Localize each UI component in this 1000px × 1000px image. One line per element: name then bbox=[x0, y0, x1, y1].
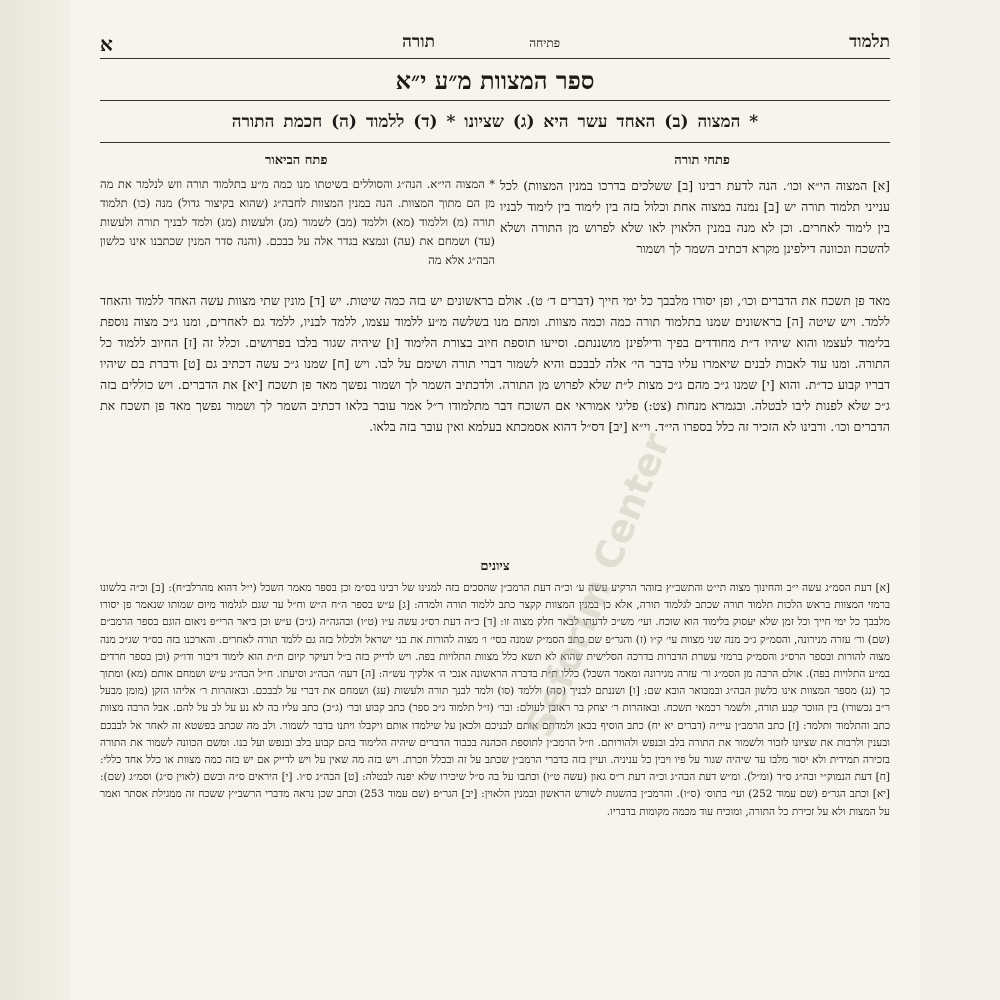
right-column-title: פתחי תורה bbox=[674, 153, 730, 168]
main-body-paragraph: מאד פן תשכח את הדברים וכו׳, ופן יסורו מלבבך כל ימי חייך (דברים ד׳ ט). אולם בראשונים יש בזה כמה שיטות. יש [ד] מונין שתי מצוות עשה האחד ללמוד והאחד ללמד. ויש שיטה [ה] בראשונים שמנו בתלמוד תורה כמה וכמה מצוות. ומהם מנו בשלשה מ״ע ללמוד עצמו, ללמד לבניו, ללמד גם לאחרים, ומנו ג״כ מצוה נוספת בלימוד לעצמו והוא שיהיו ד״ת מחודדים בפיך ודילפינן מושננתם. וסייעו תוספת חיוב בצורת הלימוד [ו] שיהיה שגור בלבו בפרושים. וכלל זה [ז] החיוב ללמוד כל התורה. ומנו עוד לאבות לבנים שיאמרו עליו בדבר הי׳ אלה לבבכם והיא לשמור דברי תורה ושימם על לבו. ויש [ח] שמנו ג״כ עשה דכתיב גם [ט] ודברת בם שיהיו דבריו קבוע כד״ת. והוא [י] שמנו ג״כ מהם ג״כ מצות ל״ת שלא לפרוש מן התורה. ולדכתיב השמר לך ושמור נפשך מאד פן תשכח [יא] את הדברים. ויש כוללים בזה ג״כ שלא לפנות ליבו לבטלה. ובגמרא מנחות (צט:) פליגי אמוראי אם השוכח דבר מתלמודו ר״ל אמר עובר בלאו דכתיב השמר לך ושמור נפשך מאד פן תשכח את הדברים וכו׳. ורבינו לא הזכיר זה כלל בספרו הי״ד. וי״א [יב] דס״ל דהוא אסמכתא בעלמא ואין עובר בזה בלאו. bbox=[100, 293, 890, 434]
header-tractate: תלמוד bbox=[849, 32, 890, 52]
left-column-paragraph: * המצוה הי״א. הנה״ג והסוללים בשיטתו מנו כמה מ״ע בתלמוד תורה וזש לנלמר את מה מן הם מתוך המצוות. הנה במנין המצוות לחבה״ג (שהוא בקיצור גדול) מנה (כו) תלמוד תורה (מ) וללמוד (מא) וללמד (מב) לשמור (מג) ולעשות (מג) ולמד לבניך תורה ולעשות (עד) ושמחם את (עה) ונמצא בגדר אלה על כבכם. (והנה סדר המנין שכתבנו אינו כלשון הבה״ג אלא מה bbox=[100, 177, 495, 267]
right-column-text bbox=[500, 175, 890, 259]
book-page bbox=[70, 0, 920, 1000]
watermark-text: Seforim Center bbox=[516, 426, 679, 744]
book-gutter bbox=[0, 0, 70, 1000]
header-rule bbox=[100, 58, 890, 59]
header-page-letter: א bbox=[100, 32, 113, 56]
left-column-title: פתח הביאור bbox=[265, 153, 328, 168]
notes-paragraph: [א] דעת הסמ״ג עשה י״ב והחינוך מצוה תי״ט והתשב״ץ בזוהר הרקיע עשה ע׳ וכ״ה דעת הרמב״ן שהסכים בזה למנינו של רבינו בס״מ וכן בספר מאמר השכל (י״ל דהוא מהרלב״ח): [ב] וכ״ה בלשונו ברמזי המצוות בראש הלכות תלמוד תורה שכתב לגלמוד תורה, אלא כן במנין המצוות קקצר כתב ללמוד תורה ולמדה: [ג] ע״ש בספר ה״ח ה״ש וח״ל עד שגם לגלמוד מיום שמותו שנאמר פן יסורו מלבבך כל ימי חייך וכל זמן שלא יעסוק בלימוד הוא שוכח. ועי׳ מש״כ לדעתו לבאר חלק מצוה זו: [ד] כ״ה דעת רס״ג עשה ע״ו (ט״ו) ובהגה״ה (ג״כ) ע״ש וכן ביאר הרי״פ ניאום הוגם בספר הרמב״ם (שם) ור׳ עזרה מנירונה, והסמ״ק ג״כ מנה שני מצוות עי׳ ק״ו (ז) והגר״פ שם כתב הסמ״ק שמנה בסי׳ ו׳ מצוה להורות את בני ישראל ולכלול בזה גם ללמד תורה לאחרים. והארכנו בזה בס״ד שג״כ מנה מצוה להורות ובספר הרס״ג והסמ״ק ברמזי עשרת הדברות בדרכה הסלישית שהוא לא תשא כלל מצוות התלויות בפה. ויש לדייק בזה ב״ל דעיקר קיום ת״ת הוא לימוד דיבור ודו״ק (וכן בספר חרדים במ״ע התלויות בפה). אולם הרבה מן הסמ״ג ור׳ עזרה מגירונה ומאמר השכל) כללו ת״ת בדברה הראשונה אנכי ה׳ אלקיך עש״ה: [ה] דעה׳ הבה״ג וסיעתו. ח״ל הבה״ג ע״ש ושמחם אותם (מא) ומתוך כך (נג) מספר המצוות אינו כלשון הבה״ג ובמבואר הובא שם: [ו] ושננתם לבניך (סה) וללמד (סו) ולמד לבנך תורה ולעשות (עג) ושמחם את דברי על לבבכם. ובאזהרות ר׳ אליהו הזקן (מומן מבעל ר״ב גכשורו) בין הזוכר קבע תורה, ולשמר רכמאי תשכח. ובאזהרות ר׳ יצחק בר ראובן לעולם: ובר׳ (ז״ל תלמוד ג״כ ספר) כתב קבוע ובר׳ (ג״כ) כתב עליו בה לא נע על לב על להם. אבל הרבה מצוות כתב והתלמוד ותלמד: [ז] כתב הרמב״ן עיי״ה (דברים יא יח) כתב הוסיף בכאן ולמדתם אותם לבניכם ולכאן על שילמדו אותם ויקבלו ויתנו בדבר לשמור. ולב מה שכתב בפשטא זה לאחר אל לבבכם ובענין ולרבות את שציונו לזכור ולשמור את התורה בלב ובנפש ולהורותם. וז״ל הרמב״ן לתוספת הכהנה בכבוד הדברים שיהיה הלימוד בהם קבוע בלב ובנפש ועל בנו. ומשם הכוונה לשמור את התורה בזכירה תמידית ולא יסור מלבו עד שיהיה שגור על פיו ויבין כל עניניה. ועיין בזה בדברי הרמב״ן שכתב על זה ובכלל וזכרת. ויש בזה מה שאין על ויש לדייק אם יש בזה כמה מצוות או כלל אחד כללי: [ח] דעת הנמוק״י ובה״ג ס״ד (ומ״ל). ומ״ש דעת הבה״ג וכ״ה דעת ר״ס גאון (עשה ט״ו) וכתבו על בה ס״ל שיכירו שלא יפנה לבטלה: [ט] הבה״ג ס״ו. [י] היראים ס״ה ובשם (לאוין ס״ג) וסמ״ג (שם): [יא] וכתב הגר״פ (שם עמוד 252) ועי׳ בתוס׳ (ס״ו). והרמב״ן בהשגות לשורש הראשון ובמנין הלאוין: [יב] הגר״פ (שם עמוד 253) וכתב שכן נראה מדברי הרשב״ץ ששכח זה ממגילת אסתר ואמר על המצות ולא על זכירת כל התורה, ומוכיח עוד מכמה מקומות בדבריו. bbox=[100, 582, 890, 818]
main-body-text bbox=[100, 290, 890, 437]
notes-section bbox=[100, 580, 890, 821]
left-column-text bbox=[100, 175, 495, 270]
header-section: פתיחה bbox=[529, 36, 560, 50]
running-header bbox=[100, 32, 890, 54]
title-rule bbox=[100, 100, 890, 101]
commandment-keywords: * המצוה (ב) האחד עשר היא (ג) שציונו * (ד) ללמוד (ה) חכמת התורה bbox=[231, 112, 759, 132]
right-column-paragraph: [א] המצוה הי״א וכו׳. הנה לדעת רבינו [ב] ששלכים בדרכו במנין המצוות) לכל ענייני תלמוד תורה יש [ב] נמנה במצוה אחת וכלול בזה בין לימוד בין לימוד לבניו בין לימוד לאחרים. וכן לא מנה במנין הלאוין לאו שלא לפרוש מן התורה ושלא להשכח ונכוונה דילפינן מקרא דכתיב השמר לך ושמור bbox=[500, 178, 890, 256]
notes-title: ציונים bbox=[480, 559, 510, 574]
book-title: ספר המצוות מ״ע י״א bbox=[395, 66, 595, 95]
keywords-rule bbox=[100, 142, 890, 143]
header-topic: תורה bbox=[402, 32, 435, 52]
